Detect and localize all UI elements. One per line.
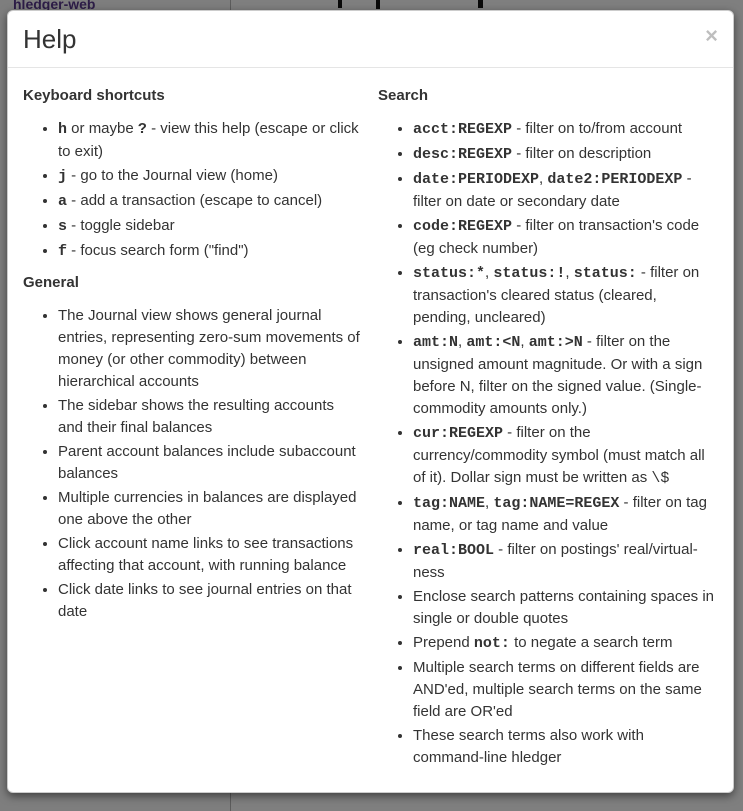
help-column-left [23,86,363,779]
text-run: - filter on description [512,145,652,162]
text-run: - filter on to/from account [512,120,683,137]
code-term: date2:PERIODEXP [547,171,683,188]
code-term: cur:REGEXP [413,425,504,442]
text-run: Parent account balances include subaccount balances [58,443,356,482]
help-list-item [413,215,718,260]
help-list-item [413,492,718,537]
code-term: not: [473,635,510,652]
code-term: j [58,168,68,185]
help-list-item [413,422,718,490]
code-term: tag:NAME=REGEX [493,495,620,512]
help-list-item [58,118,363,163]
help-list-item [58,305,363,393]
help-list-item [58,487,363,531]
code-term: f [58,243,68,260]
code-term: h [58,121,68,138]
text-run: Click date links to see journal entries on that date [58,581,352,620]
help-list-item [58,533,363,577]
help-list [378,118,718,769]
help-section-general [23,273,363,623]
help-column-right [363,86,718,779]
modal-body [8,68,733,793]
text-run: or maybe [67,120,138,137]
section-heading: Search [378,87,429,104]
help-list-item [58,240,363,263]
help-modal [7,10,734,793]
close-icon[interactable]: × [705,23,718,48]
help-list-item [413,657,718,723]
text-run: - filter on the currency/commodity symbol (must match all of it). Dollar sign must be written as [413,424,705,486]
text-run: These search terms also work with command-line hledger [413,727,644,766]
text-run: - go to the Journal view (home) [67,167,278,184]
help-section-search [378,86,718,769]
help-list-item [413,262,718,329]
help-list-item [413,118,718,141]
modal-header [8,11,733,68]
help-list-item [413,586,718,630]
code-term: date:PERIODEXP [413,171,540,188]
help-list [23,305,363,623]
text-run: , [520,333,529,350]
help-list-item [413,632,718,655]
help-list-item [58,215,363,238]
help-section-keyboard-shortcuts [23,86,363,263]
text-run: - filter on the unsigned amount magnitude. Or with a sign before N, filter on the signed value. (Single-commodity amounts only.) [413,333,703,417]
help-columns [23,86,718,779]
code-term: acct:REGEXP [413,121,513,138]
code-term: amt:<N [466,334,521,351]
code-term: tag:NAME [413,495,486,512]
modal-title: Help [23,24,77,54]
text-run: Multiple currencies in balances are displayed one above the other [58,489,357,528]
text-run: The Journal view shows general journal entries, representing zero-sum movements of money (or other commodity) between hierarchical accounts [58,307,360,390]
code-term: status: [573,265,637,282]
text-run: The sidebar shows the resulting accounts and their final balances [58,397,334,436]
text-run: , [485,264,494,281]
text-run: Multiple search terms on different fields are AND'ed, multiple search terms on the same field are OR'ed [413,659,702,720]
code-term: real:BOOL [413,542,495,559]
text-run: Click account name links to see transactions affecting that account, with running balance [58,535,354,574]
code-term: status:* [413,265,486,282]
help-list-item [413,539,718,584]
help-list-item [58,395,363,439]
code-term: \$ [651,470,670,487]
text-run: - filter on transaction's code (eg check number) [413,217,700,257]
section-heading: Keyboard shortcuts [23,87,165,104]
code-term: amt:N [413,334,459,351]
text-run: to negate a search term [509,634,673,651]
code-term: ? [137,121,147,138]
text-run: - filter on tag name, or tag name and value [413,494,707,534]
code-term: a [58,193,68,210]
help-list-item [58,441,363,485]
code-term: amt:>N [528,334,583,351]
text-run: - filter on postings' real/virtual-ness [413,541,698,581]
help-list-item [58,579,363,623]
text-run: , [458,333,467,350]
text-run: - filter on date or secondary date [413,170,692,210]
text-run: - view this help (escape or click to exit) [58,120,359,160]
help-list-item [413,168,718,213]
text-run: - toggle sidebar [67,217,175,234]
text-run: , [539,170,548,187]
text-run: , [565,264,574,281]
help-list-item [58,165,363,188]
help-list-item [413,143,718,166]
text-run: - add a transaction (escape to cancel) [67,192,323,209]
text-run: Prepend [413,634,474,651]
help-list-item [413,725,718,769]
code-term: desc:REGEXP [413,146,513,163]
text-run: - focus search form ("find") [67,242,249,259]
code-term: s [58,218,68,235]
text-run: - filter on transaction's cleared status (cleared, pending, uncleared) [413,264,700,326]
help-list [23,118,363,263]
code-term: status:! [493,265,566,282]
help-list-item [58,190,363,213]
text-run: , [485,494,494,511]
code-term: code:REGEXP [413,218,513,235]
help-list-item [413,331,718,420]
section-heading: General [23,274,79,291]
text-run: Enclose search patterns containing spaces in single or double quotes [413,588,715,627]
